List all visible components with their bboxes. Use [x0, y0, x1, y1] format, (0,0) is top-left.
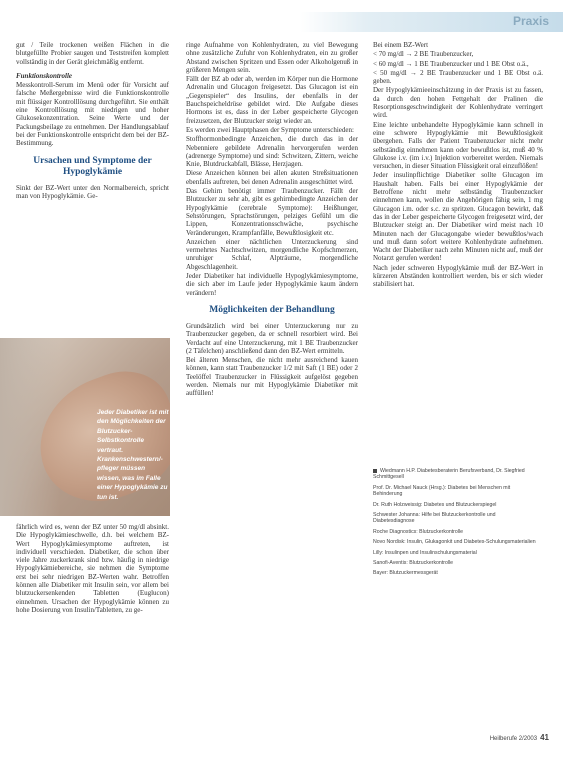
page-footer — [490, 733, 549, 742]
col3-paragraph-1: Bei einem BZ-Wert — [373, 41, 429, 49]
col2-paragraph-8: Jeder Diabetiker hat individuelle Hypoglykämiesymptome, die sich aber im Laufe jeder Hypoglykämie kaum ändern verändern! — [186, 272, 358, 297]
reference-item — [373, 485, 538, 498]
col3-paragraph-6: Eine leichte unbehandelte Hypoglykämie kann schnell in eine schwere Hypoglykämie mit Bewußtlosigkeit übergehen. Falls der Patient Traubenzucker nicht mehr selbständig einnehmen kann oder bewußtlos ist, muß 40 % Glukose i.v. (im i.v.) Injektion vorbereitet werden. Niemals versuchen, in dieser Situation Flüssigkeit oral einzuflößen! — [373, 120, 543, 171]
col3-paragraph-8: Nach jeder schweren Hypoglykämie muß der BZ-Wert in kürzeren Abständen kontrolliert werden, bis er sich wieder stabilisiert hat. — [373, 263, 543, 289]
col3-paragraph-4: < 50 mg/dl → 2 BE Traubenzucker und 1 BE Obst o.ä. geben. — [373, 68, 543, 86]
reference-text: Bayer: Blutzuckermessgerät — [373, 570, 438, 577]
col2-paragraph-2: Fällt der BZ ab oder ab, werden im Körper nun die Hormone Adrenalin und Glucagon freigesetzt. Das Glucagon ist ein „Gegenspieler“ des Insulins, der ebenfalls in der Bauchspeicheldrüse gebildet wird. Die Aufgabe dieses Hormons ist es, dass in der Leber gespeicherte Glycogen freizusetzen, der Blutzucker steigt wieder an. — [186, 75, 358, 125]
reference-text: Wiedmann H.P. Diabetesberaterin Berufsverband, Dr. Siegfried Schmittgesell — [373, 468, 525, 481]
col1-ursachen-intro: Sinkt der BZ-Wert unter den Normalbereich, spricht man von Hypoglykämie. Ge- — [16, 183, 169, 200]
col2-paragraph-5: Diese Anzeichen können bei allen akuten Streßsituationen ebenfalls auftreten, bei denen Adrenalin ausgeschüttet wird. — [186, 169, 358, 186]
col2-paragraph-1: ringe Aufnahme von Kohlenhydraten, zu viel Bewegung ohne zusätzliche Zufuhr von Kohlenhydraten, ein zu großer Abstand zwischen Spritzen und Essen oder Alkoholgenuß in größeren Mengen sein. — [186, 41, 358, 74]
heading-moeglichkeiten: Möglichkeiten der Behandlung — [209, 304, 335, 315]
subhead-funktionskontrolle: Funktionskontrolle — [16, 71, 73, 80]
col1-top-paragraph: gut / Teile trockenen weißen Flächen in die blutgefüllte Probier saugen und Teststreifen komplett vollständig in der Gerät gleichmäßig entfernt. — [16, 41, 169, 66]
reference-item — [373, 468, 538, 481]
col2-paragraph-3: Es werden zwei Hauptphasen der Symptome unterschieden: — [186, 125, 354, 134]
bullet-icon — [373, 469, 377, 473]
col3-paragraph-2: < 70 mg/dl → 2 BE Traubenzucker, — [373, 50, 474, 59]
col3-paragraph-3: < 60 mg/dl → 1 BE Traubenzucker und 1 BE Obst o.ä., — [373, 59, 529, 68]
heading-ursachen: Ursachen und Symptome der Hypoglykämie — [33, 155, 152, 177]
reference-text: Dr. Ruth Holzweissig: Diabetes und Blutzuckerspiegel — [373, 501, 497, 508]
col3-paragraph-5: Der Hypoglykämieeinschätzung in der Praxis ist zu fassen, da durch den hohen Fettgehalt der Pralinen die Resorptionsgeschwindigkeit der Kohlenhydrate verringert wird. — [373, 86, 543, 120]
reference-text: Prof. Dr. Michael Nauck (Hrsg.): Diabetes bei Menschen mit Behinderung — [373, 484, 511, 498]
col3-paragraph-7: Jeder insulinpflichtige Diabetiker sollte Glucagon im Haushalt haben. Falls bei einer Hypoglykämie der Betroffene nicht mehr selbständig Traubenzucker einnehmen kann, wollen die Angehörigen fähig sein, 1 mg Glucagon i.m. oder s.c. zu spritzen. Glucagon bewirkt, daß das in der Leber gespeicherte Glycogen freigesetzt wird, der Blutzucker steigt an. Der Diabetiker wird meist nach 10 Minuten nach der Glucagongabe wieder bewußtlos/wach und muß dann sofort weitere Kohlenhydrate aufnehmen. Wacht der Diabetiker nach zehn Minuten nicht auf, muß der Notarzt gerufen werden! — [373, 171, 543, 263]
reference-text: Schwester Johanna: Hilfe bei Blutzuckerkontrolle und Diabetesdiagnose — [373, 512, 496, 525]
reference-list — [373, 468, 538, 581]
reference-item — [373, 512, 538, 525]
reference-item — [373, 550, 538, 556]
reference-item — [373, 529, 538, 535]
col2-paragraph-7: Anzeichen einer nächtlichen Unterzuckerung sind vermehrtes Nachtschwitzen, morgendliche Kopfschmerzen, unruhiger Schlaf, Alpträume, morgendliche Abgeschlagenheit. — [186, 237, 358, 271]
photo-caption: Jeder Diabetiker ist mit den Möglichkeiten der Blutzucker-Selbstkontrolle vertraut. Krankenschwestern/-pfleger müssen wissen, was im Falle einer Hypoglykämie zu tun ist. — [97, 409, 169, 501]
reference-item — [373, 560, 538, 566]
journal-name: Heilberufe 2/2003 — [489, 736, 538, 742]
column-3 — [373, 41, 543, 290]
reference-item — [373, 539, 538, 545]
page-number: 41 — [540, 733, 549, 742]
column-2 — [186, 41, 358, 399]
reference-text: Novo Nordisk: Insulin, Glukagonkit und Diabetes-Schulungsmaterialien — [373, 539, 536, 546]
col1-bottom-paragraph: fährlich wird es, wenn der BZ unter 50 mg/dl absinkt. Die Hypoglykämieschwelle, d.h. bei welchem BZ-Wert Hypoglykämiesymptome auftreten, ist individuell verschieden. Diabetiker, die schon über viele Jahre zuckerkrank sind bzw. häufig in niedrige Hypoglykämiebereiche, sie nehmen die Symptome erst bei sehr niedrigen BZ-Werten wahr. Betroffen können alle Diabetiker mit Insulin sein, vor allem bei blutzuckersenkenden Tabletten (Euglucon) einnehmen. Ursachen der Hypoglykämie können zu hohe Dosierung von Insulin/Tabletten, zu ge- — [16, 523, 169, 614]
col2-paragraph-9: Grundsätzlich wird bei einer Unterzuckerung nur zu Traubenzucker gegeben, da er schnell resorbiert wird. Bei Verdacht auf eine Unterzuckerung, mit 1 BE Traubenzucker (2 Täfelchen) anschließend dann den BZ-Wert ermitteln. — [186, 321, 358, 355]
reference-item — [373, 570, 538, 576]
col2-paragraph-10: Bei älteren Menschen, die nicht mehr ausreichend kauen können, kann statt Traubenzucker 1/2 mit Saft (1 BE) oder 2 Teelöffel Traubenzucker in Flüssigkeit aufgelöst gegeben werden. Niemals nur mit Hypoglykämie Diabetiker mit auffüllen! — [186, 356, 358, 398]
reference-text: Sanofi-Aventis: Blutzuckerkontrolle — [373, 560, 454, 567]
reference-text: Roche Diagnostics: Blutzuckerkontrolle — [373, 528, 463, 535]
reference-text: Lilly: Insulinpen und Insulinschulungsmaterial — [373, 549, 477, 556]
reference-item — [373, 502, 538, 508]
col2-paragraph-6: Das Gehirn benötigt immer Traubenzucker. Fällt der Blutzucker zu sehr ab, gibt es gehirnbedingte Anzeichen der Hypoglykämie (cerebrale Symptome): Heißhunger, Sehstörungen, Sprachstörungen, pelziges Gefühl um die Lippen, Konzentrationsschwäche, psychische Veränderungen, Krampfanfälle, Bewußtlosigkeit etc. — [186, 187, 358, 237]
column-1-lower — [16, 523, 169, 615]
section-label: Praxis — [512, 14, 549, 28]
column-1 — [16, 41, 169, 201]
col1-funktion-paragraph: Messkontroll-Serum im Menü oder für Vorsicht auf falsche Meßergebnisse wird die Funktionskontrolle mit flüssiger Kontrolllösung durchgeführt. Sie enthält eine Kontrolllösung mit niedrigen und hoher Glukosekonzentration. Seine Werte und der Packungsbeilage zu entnehmen. Der Handlungsablauf bei der Funktionskontrolle entspricht dem bei der BZ-Bestimmung. — [16, 81, 169, 148]
col2-paragraph-4: Stoffhormonbedingte Anzeichen, die durch das in der Nebenniere gebildete Adrenalin hervorgerufen werden (adrenerge Symptome) und sind: Schwitzen, Zittern, weiche Knie, Blutdruckabfall, Blässe, Herzjagen. — [186, 135, 358, 169]
